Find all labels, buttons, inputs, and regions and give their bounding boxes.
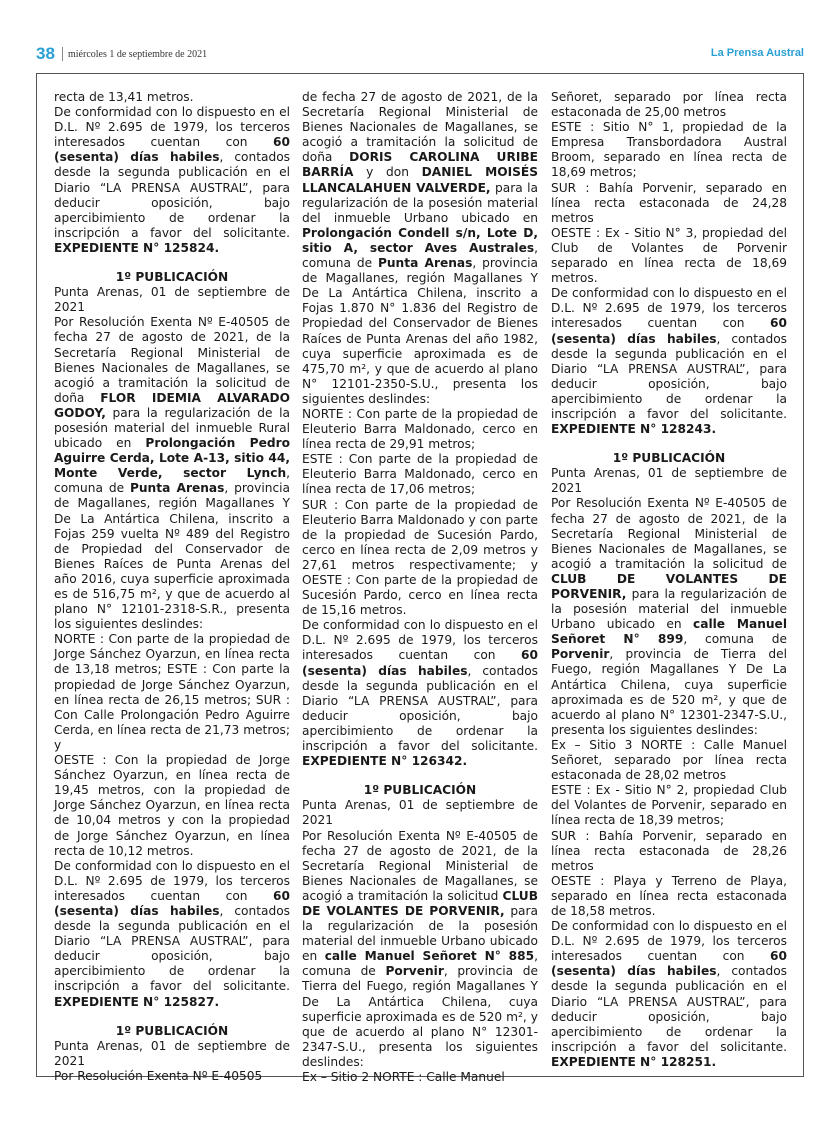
notice-boundaries: SUR : Bahía Porvenir, separado en línea recta estaconada de 28,26 metros [551,828,787,873]
notice-paragraph: Por Resolución Exenta Nº E-40505 de fecha 27 de agosto de 2021, de la Secretaría Regional Ministerial de Bienes Nacionales de Magallanes, se acogió a tramitación la solicitud CLUB DE VOLANTES DE PORVENIR, para la regularización de la posesión material del inmueble Urbano ubicado en calle Manuel Señoret N° 885, comuna de Porvenir, provincia de Tierra del Fuego, región Magallanes Y De La Antártica Chilena, cuya superficie aproximada es de 520 m², y que de acuerdo al plano N° 12301-2347-S.U., presenta los siguientes deslindes: [302,828,538,1069]
notice-paragraph: De conformidad con lo dispuesto en el D.L. Nº 2.695 de 1979, los terceros interesados cuentan con 60 (sesenta) días habiles, contados desde la segunda publicación en el Diario “LA PRENSA AUSTRAL”, para deducir oposición, bajo apercibimiento de ordenar la inscripción a favor del solicitante. EXPEDIENTE N° 125827. [54,858,291,1009]
page-header [36,44,804,66]
notice-heading: 1º PUBLICACIÓN [612,451,726,466]
notice-boundaries: ESTE : Ex - Sitio N° 2, propiedad Club del Volantes de Porvenir, separado en línea recta de 18,39 metros; [551,783,787,828]
notice-heading: 1º PUBLICACIÓN [115,270,229,285]
expediente-number: EXPEDIENTE N° 128251. [551,1054,717,1069]
column-2 [302,90,538,1085]
notice-boundaries: Señoret, separado por línea recta estaconada de 25,00 metros [551,90,787,120]
notice-boundaries: NORTE : Con parte de la propiedad de Jorge Sánchez Oyarzun, en línea recta de 13,18 metros; ESTE : Con parte la propiedad de Jorge Sánchez Oyarzun, en línea recta de 26,15 metros; SUR : Con Calle Prolongación Pedro Aguirre Cerda, en línea recta de 21,73 metros; y [54,632,290,752]
notice-heading: 1º PUBLICACIÓN [115,1023,229,1038]
notice-paragraph: Por Resolución Exenta Nº E-40505 de fecha 27 de agosto de 2021, de la Secretaría Regional Ministerial de Bienes Nacionales de Magallanes, se acogió a tramitación la solicitud de doña FLOR IDEMIA ALVARADO GODOY, para la regularización de la posesión material del inmueble Rural ubicado en Prolongación Pedro Aguirre Cerda, Lote A-13, sitio 44, Monte Verde, sector Lynch, comuna de Punta Arenas, provincia de Magallanes, región Magallanes Y De La Antártica Chilena, inscrito a Fojas 259 vuelta Nº 489 del Registro de Propiedad del Conservador de Bienes Raíces de Punta Arenas del año 2016, cuya superficie aproximada es de 516,75 m², y que de acuerdo al plano N° 12101-2318-S.R., presenta los siguientes deslindes: [54,315,290,632]
notice-paragraph: De conformidad con lo dispuesto en el D.L. Nº 2.695 de 1979, los terceros interesados cuentan con 60 (sesenta) días habiles, contados desde la segunda publicación en el Diario “LA PRENSA AUSTRAL”, para deducir oposición, bajo apercibimiento de ordenar la inscripción a favor del solicitante. EXPEDIENTE N° 125824. [54,105,291,255]
column-1 [54,90,290,1084]
page-number: 38 [36,44,55,63]
notice-boundaries: Ex – Sitio 2 NORTE : Calle Manuel [302,1070,505,1084]
notice-text: recta de 13,41 metros. [54,90,194,104]
notice-paragraph: De conformidad con lo dispuesto en el D.L. Nº 2.695 de 1979, los terceros interesados cuentan con 60 (sesenta) días habiles, contados desde la segunda publicación en el Diario “LA PRENSA AUSTRAL”, para deducir oposición, bajo apercibimiento de ordenar la inscripción a favor del solicitante. EXPEDIENTE N° 128243. [551,286,788,437]
notice-date: Punta Arenas, 01 de septiembre de 2021 [302,798,538,828]
notice-paragraph: Por Resolución Exenta Nº E-40505 de fecha 27 de agosto de 2021, de la Secretaría Regional Ministerial de Bienes Nacionales de Magallanes, se acogió a tramitación la solicitud de CLUB DE VOLANTES DE PORVENIR, para la regularización de la posesión material del inmueble Urbano ubicado en calle Manuel Señoret N° 899, comuna de Porvenir, provincia de Tierra del Fuego, región Magallanes Y De La Antártica Chilena, cuya superficie aproximada es de 520 m², y que de acuerdo al plano N° 12301-2347-S.U., presenta los siguientes deslindes: [551,496,788,737]
expediente-number: EXPEDIENTE N° 126342. [302,754,468,769]
notice-text: Por Resolución Exenta Nº E-40505 [54,1068,263,1083]
notice-boundaries: OESTE : Playa y Terreno de Playa, separado en línea recta estaconada de 18,58 metros. [551,873,787,918]
notice-boundaries: ESTE : Sitio N° 1, propiedad de la Empresa Transbordadora Austral Broom, separado en línea recta de 18,69 metros; [551,120,787,180]
notice-paragraph: De conformidad con lo dispuesto en el D.L. Nº 2.695 de 1979, los terceros interesados cuentan con 60 (sesenta) días habiles, contados desde la segunda publicación en el Diario “LA PRENSA AUSTRAL”, para deducir oposición, bajo apercibimiento de ordenar la inscripción a favor del solicitante. EXPEDIENTE N° 126342. [302,618,539,769]
notice-boundaries: ESTE : Con parte de la propiedad de Eleuterio Barra Maldonado, cerco en línea recta de 17,06 metros; [302,452,538,497]
notice-date: Punta Arenas, 01 de septiembre de 2021 [54,285,290,315]
notice-boundaries: SUR : Con parte de la propiedad de Eleuterio Barra Maldonado y con parte de la propiedad de Sucesión Pardo, cerco en línea recta de 2,09 metros y 27,61 metros respectivamente; y OESTE : Con parte de la propiedad de Sucesión Pardo, cerco en línea recta de 15,16 metros. [302,497,538,618]
column-3 [551,90,787,1070]
header-divider [62,47,63,61]
notice-date: Punta Arenas, 01 de septiembre de 2021 [54,1038,290,1068]
notice-boundaries: OESTE : Ex - Sitio N° 3, propiedad del Club de Volantes de Porvenir separado en línea recta de 18,69 metros. [551,225,787,286]
notice-date: Punta Arenas, 01 de septiembre de 2021 [551,466,787,496]
notice-boundaries: Ex – Sitio 3 NORTE : Calle Manuel Señoret, separado por línea recta estaconada de 28,02 metros [551,737,787,783]
notice-paragraph: de fecha 27 de agosto de 2021, de la Secretaría Regional Ministerial de Bienes Nacionales de Magallanes, se acogió a tramitación la solicitud de doña DORIS CAROLINA URIBE BARRÍA y don DANIEL MOISÉS LLANCALAHUEN VALVERDE, para la regularización de la posesión material del inmueble Urbano ubicado en Prolongación Condell s/n, Lote D, sitio A, sector Aves Australes, comuna de Punta Arenas, provincia de Magallanes, región Magallanes Y De La Antártica Chilena, inscrito a Fojas 1.870 N° 1.836 del Registro de Propiedad del Conservador de Bienes Raíces de Punta Arenas del año 1982, cuya superficie aproximada es de 475,70 m², y que de acuerdo al plano N° 12101-2350-S.U., presenta los siguientes deslindes: [302,90,538,406]
expediente-number: EXPEDIENTE N° 125824. [54,240,220,255]
notice-paragraph: De conformidad con lo dispuesto en el D.L. Nº 2.695 de 1979, los terceros interesados cuentan con 60 (sesenta) días habiles, contados desde la segunda publicación en el Diario “LA PRENSA AUSTRAL”, para deducir oposición, bajo apercibimiento de ordenar la inscripción a favor del solicitante. EXPEDIENTE N° 128251. [551,919,788,1069]
expediente-number: EXPEDIENTE N° 125827. [54,994,220,1009]
notice-boundaries: SUR : Bahía Porvenir, separado en línea recta estaconada de 24,28 metros [551,180,787,225]
issue-date: miércoles 1 de septiembre de 2021 [68,49,208,60]
notice-boundaries: OESTE : Con la propiedad de Jorge Sánchez Oyarzun, en línea recta de 19,45 metros, con la propiedad de Jorge Sánchez Oyarzun, en línea recta de 10,04 metros y con la propiedad de Jorge Sánchez Oyarzun, en línea recta de 10,12 metros. [54,753,290,858]
expediente-number: EXPEDIENTE N° 128243. [551,422,717,437]
notice-heading: 1º PUBLICACIÓN [363,783,477,798]
newspaper-masthead: La Prensa Austral [710,47,804,59]
notice-boundaries: NORTE : Con parte de la propiedad de Eleuterio Barra Maldonado, cerco en línea recta de 29,91 metros; [302,406,538,452]
